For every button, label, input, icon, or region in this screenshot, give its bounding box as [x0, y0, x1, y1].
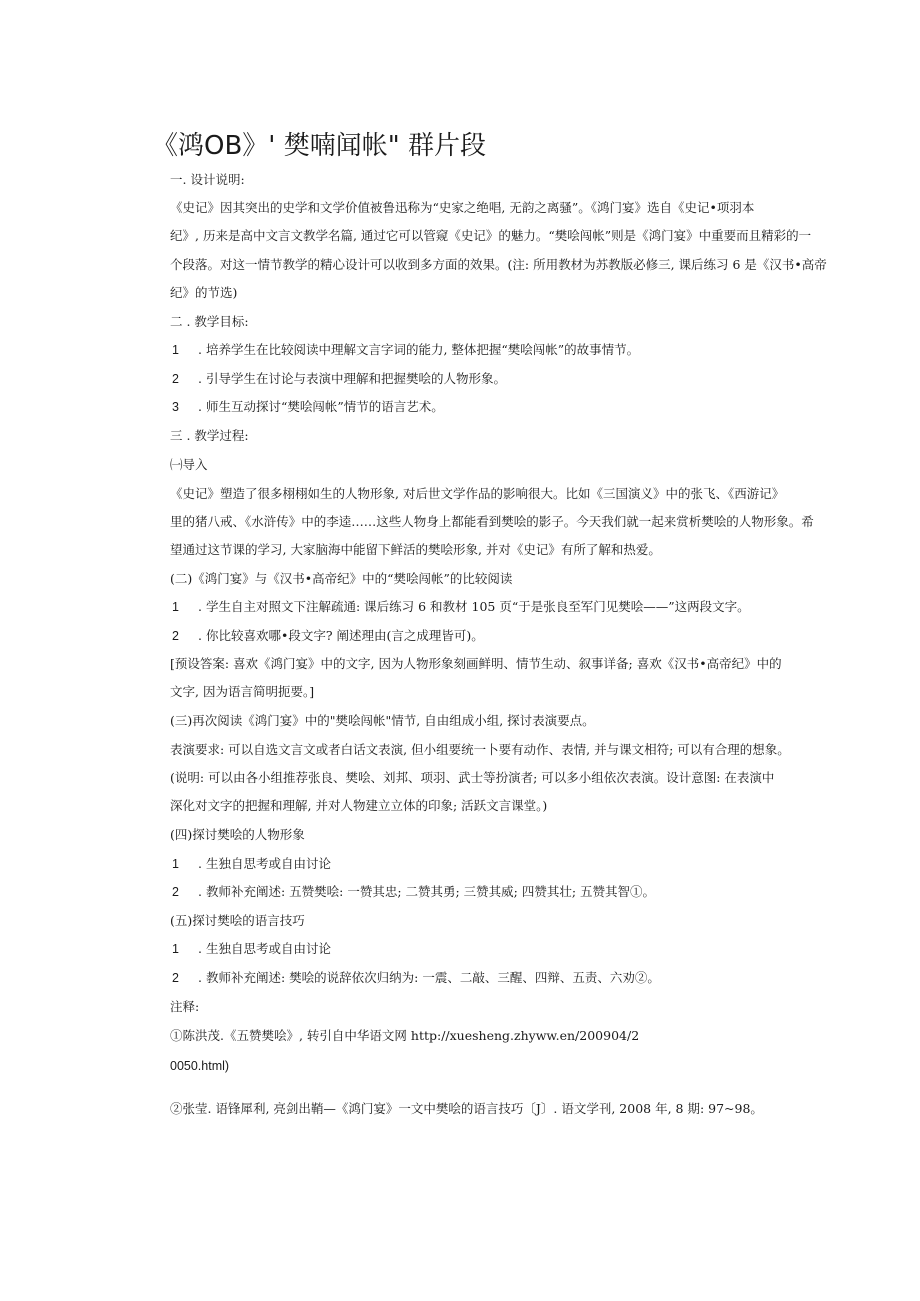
section-heading-goals: 二 . 教学目标: — [170, 314, 249, 329]
paragraph-line: 个段落。对这一情节教学的精心设计可以收到多方面的效果。(注: 所用教材为苏教版必修三, 课后练习 6 是《汉书•高帝 — [170, 257, 827, 272]
list-item — [172, 599, 750, 615]
list-number: 1 — [172, 600, 179, 614]
list-text: . 生独自思考或自由讨论 — [198, 856, 331, 871]
list-item — [172, 342, 639, 358]
list-text: . 你比较喜欢哪•段文字? 阐述理由(言之成理皆可)。 — [198, 628, 484, 643]
document-title: 《鸿OB》' 樊喃闻帐" 群片段 — [152, 131, 486, 161]
paragraph-line: 纪》的节选) — [170, 285, 238, 300]
subsection-heading: ㈠导入 — [170, 457, 208, 472]
list-number: 1 — [172, 857, 179, 871]
list-item — [172, 970, 660, 986]
list-item — [172, 628, 484, 644]
subsection-heading: (三)再次阅读《鸿门宴》中的"樊哙闯帐"情节, 自由组成小组, 探讨表演要点。 — [170, 713, 595, 728]
list-item — [172, 884, 655, 900]
list-item — [172, 371, 506, 387]
paragraph-line: [预设答案: 喜欢《鸿门宴》中的文字, 因为人物形象刻画鲜明、情节生动、叙事详备; 喜欢《汉书•高帝纪》中的 — [170, 656, 782, 671]
subsection-heading: (五)探讨樊哙的语言技巧 — [170, 913, 305, 928]
section-heading-design: 一. 设计说明: — [170, 172, 245, 187]
list-text: . 引导学生在讨论与表演中理解和把握樊哙的人物形象。 — [198, 371, 506, 386]
list-number: 1 — [172, 343, 179, 357]
notes-heading: 注释: — [170, 999, 200, 1014]
list-number: 2 — [172, 372, 179, 386]
list-text: . 培养学生在比较阅读中理解文言字词的能力, 整体把握“樊哙闯帐”的故事情节。 — [198, 342, 640, 357]
list-number: 3 — [172, 400, 179, 414]
list-text: . 师生互动探讨“樊哙闯帐”情节的语言艺术。 — [198, 399, 444, 414]
footnote-1-cont: 0050.html) — [170, 1059, 230, 1073]
list-text: . 学生自主对照文下注解疏通: 课后练习 6 和教材 105 页“于是张良至军门见樊哙——”这两段文字。 — [198, 599, 750, 614]
list-item — [172, 399, 444, 415]
list-number: 2 — [172, 885, 179, 899]
section-heading-process: 三 . 教学过程: — [170, 428, 249, 443]
list-number: 2 — [172, 629, 179, 643]
footnote-1: ①陈洪茂.《五赞樊哙》, 转引自中华语文网 http://xuesheng.zhyww.en/200904/2 — [170, 1028, 640, 1043]
footnote-2: ②张莹. 语锋犀利, 亮剑出鞘—《鸿门宴》一文中樊哙的语言技巧〔J〕. 语文学刊, 2008 年, 8 期: 97~98。 — [170, 1101, 763, 1116]
paragraph-line: 《史记》塑造了很多栩栩如生的人物形象, 对后世文学作品的影响很大。比如《三国演义》中的张飞、《西游记》 — [170, 486, 785, 501]
list-text: . 教师补充阐述: 樊哙的说辞依次归纳为: 一震、二敲、三醒、四辩、五责、六劝②。 — [198, 970, 660, 985]
subsection-heading: (二)《鸿门宴》与《汉书•高帝纪》中的“樊哙闯帐”的比较阅读 — [170, 571, 513, 586]
subsection-heading: (四)探讨樊哙的人物形象 — [170, 827, 305, 842]
list-number: 1 — [172, 942, 179, 956]
list-item — [172, 941, 331, 957]
paragraph-line: 望通过这节课的学习, 大家脑海中能留下鲜活的樊哙形象, 并对《史记》有所了解和热爱。 — [170, 542, 661, 557]
paragraph-line: 深化对文字的把握和理解, 并对人物建立立体的印象; 活跃文言课堂。) — [170, 798, 548, 813]
paragraph-line: 文字, 因为语言简明扼要。] — [170, 684, 315, 699]
paragraph-line: 《史记》因其突出的史学和文学价值被鲁迅称为“史家之绝唱, 无韵之离骚”。《鸿门宴》选自《史记•项羽本 — [170, 200, 755, 215]
paragraph-line: 里的猪八戒、《水浒传》中的李逵……这些人物身上都能看到樊哙的影子。今天我们就一起来赏析樊哙的人物形象。希 — [170, 514, 814, 529]
paragraph-line: 纪》, 历来是高中文言文教学名篇, 通过它可以管窥《史记》的魅力。“樊哙闯帐”则是《鸿门宴》中重要而且精彩的一 — [170, 228, 812, 243]
list-item — [172, 856, 331, 872]
list-text: . 生独自思考或自由讨论 — [198, 941, 331, 956]
paragraph-line: (说明: 可以由各小组推荐张良、樊哙、刘邦、项羽、武士等扮演者; 可以多小组依次表演。设计意图: 在表演中 — [170, 770, 775, 785]
list-text: . 教师补充阐述: 五赞樊哙: 一赞其忠; 二赞其勇; 三赞其威; 四赞其壮; 五赞其智①。 — [198, 884, 656, 899]
list-number: 2 — [172, 971, 179, 985]
paragraph-line: 表演要求: 可以自选文言文或者白话文表演, 但小组要统一卜要有动作、表情, 并与课文相符; 可以有合理的想象。 — [170, 742, 790, 757]
